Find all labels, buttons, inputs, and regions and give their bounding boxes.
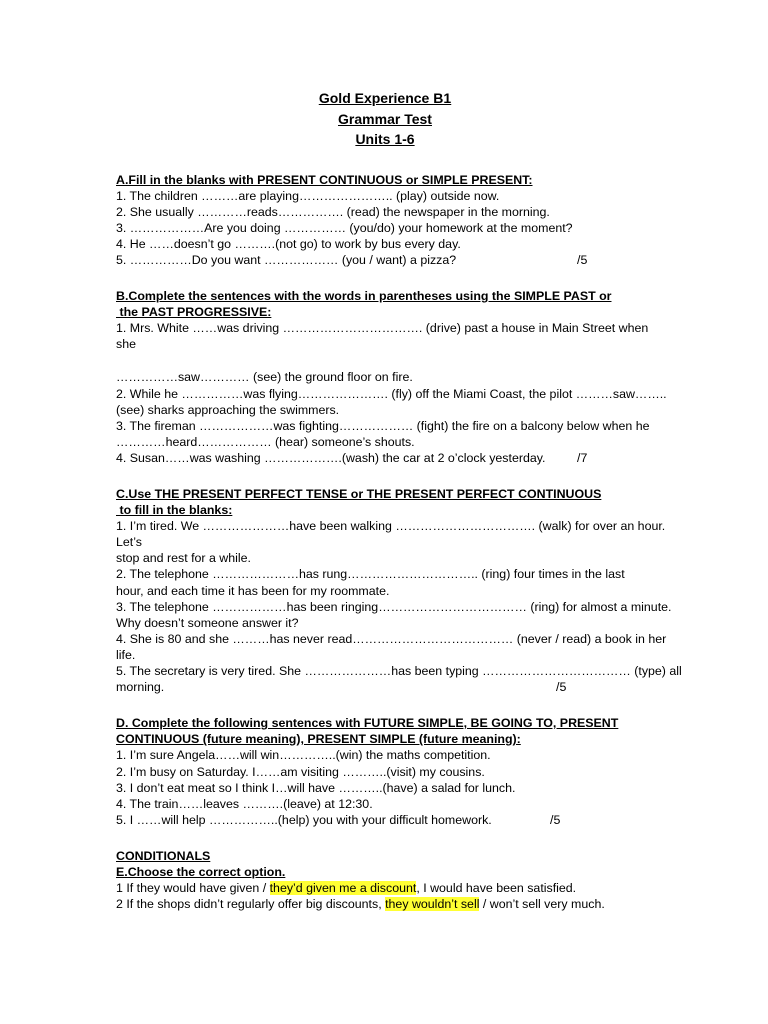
section-b-score: /7 xyxy=(577,450,588,465)
section-e-heading: E.Choose the correct option. xyxy=(116,864,286,879)
section-c-item: 2. The telephone …………………has rung………………………….. (ring) four times in the last xyxy=(116,567,625,582)
section-e-item-text: 2 If the shops didn’t regularly offer big discounts, xyxy=(116,897,386,912)
section-b-heading: B.Complete the sentences with the words in parentheses using the SIMPLE PAST or xyxy=(116,289,612,304)
section-d-score: /5 xyxy=(550,812,561,827)
section-c-item: Why doesn’t someone answer it? xyxy=(116,615,299,630)
section-b-item: 3. The fireman ………………was fighting……………… (fight) the fire on a balcony below when he xyxy=(116,418,650,433)
section-b-blank-line xyxy=(116,352,646,369)
section-b-heading-continued: the PAST PROGRESSIVE: xyxy=(116,305,272,320)
section-b xyxy=(116,288,667,466)
section-e-item-text: / won’t sell very much. xyxy=(479,897,605,912)
section-c-heading-continued: to fill in the blanks: xyxy=(116,503,233,518)
section-c-item: 4. She is 80 and she ………has never read………………………………… (never / read) a book in her xyxy=(116,631,667,646)
section-d-item: 2. I’m busy on Saturday. I……am visiting ………..(visit) my cousins. xyxy=(116,764,485,779)
section-e-item-text: 1 If they would have given / xyxy=(116,881,270,896)
section-a-item: 4. He ……doesn’t go ……….(not go) to work by bus every day. xyxy=(116,236,461,251)
highlighted-answer: they’d given me a discount xyxy=(269,881,417,896)
section-e-item xyxy=(116,880,646,896)
title-units: Units 1-6 xyxy=(355,131,415,147)
section-b-item: 1. Mrs. White ……was driving ……………………………. (drive) past a house in Main Street when xyxy=(116,321,649,336)
section-c-item: 5. The secretary is very tired. She …………………has been typing ……………………………… (type) all xyxy=(116,664,682,679)
section-b-item: 2. While he ……………was flying…………………. (fly) off the Miami Coast, the pilot ………saw…….. xyxy=(116,386,667,401)
section-b-item: 4. Susan……was washing ……………….(wash) the car at 2 o’clock yesterday. xyxy=(116,450,546,465)
section-d xyxy=(116,715,646,828)
conditionals-heading: CONDITIONALS xyxy=(116,848,211,863)
section-d-heading: D. Complete the following sentences with FUTURE SIMPLE, BE GOING TO, PRESENT xyxy=(116,716,619,731)
section-e-item xyxy=(116,896,646,912)
section-c-item: morning. xyxy=(116,680,165,695)
section-c xyxy=(116,486,682,695)
section-a-item: 5. ……………Do you want ……………… (you / want) a pizza? xyxy=(116,252,457,267)
section-a-score: /5 xyxy=(577,252,588,267)
section-c-item: 3. The telephone ………………has been ringing……………………………… (ring) for almost a minute. xyxy=(116,599,672,614)
section-c-item: hour, and each time it has been for my roommate. xyxy=(116,583,390,598)
section-c-heading: C.Use THE PRESENT PERFECT TENSE or THE PRESENT PERFECT CONTINUOUS xyxy=(116,487,602,501)
section-a xyxy=(116,172,646,269)
section-e-item-text: , I would have been satisfied. xyxy=(416,881,577,896)
section-b-item: she xyxy=(116,337,136,352)
section-d-item: 4. The train……leaves ……….(leave) at 12:30. xyxy=(116,796,373,811)
section-b-item: (see) sharks approaching the swimmers. xyxy=(116,402,340,417)
section-c-item: life. xyxy=(116,647,136,662)
section-d-heading-continued: CONTINUOUS (future meaning), PRESENT SIMPLE (future meaning): xyxy=(116,732,521,747)
section-d-item: 3. I don’t eat meat so I think I…will have ………..(have) a salad for lunch. xyxy=(116,780,516,795)
section-a-item: 1. The children ………are playing………………….. (play) outside now. xyxy=(116,188,500,203)
section-a-item: 2. She usually …………reads……………. (read) the newspaper in the morning. xyxy=(116,204,550,219)
worksheet-title-block xyxy=(116,88,646,150)
highlighted-answer: they wouldn’t sell xyxy=(385,897,480,912)
section-b-item: ……………saw………… (see) the ground floor on fire. xyxy=(116,370,413,385)
section-c-item: stop and rest for a while. xyxy=(116,551,251,566)
title-test: Grammar Test xyxy=(338,110,432,127)
section-c-item: 1. I’m tired. We …………………have been walking ……………………………. (walk) for over an hour. xyxy=(116,519,666,534)
section-a-heading: A.Fill in the blanks with PRESENT CONTINUOUS or SIMPLE PRESENT: xyxy=(116,172,533,187)
section-a-item: 3. ………………Are you doing …………… (you/do) your homework at the moment? xyxy=(116,220,573,235)
title-course: Gold Experience B1 xyxy=(318,90,452,106)
section-c-score: /5 xyxy=(556,680,567,695)
worksheet-page xyxy=(116,88,682,912)
section-d-item: 5. I ……will help ……………..(help) you with your difficult homework. xyxy=(116,812,492,827)
section-b-item: …………heard……………… (hear) someone’s shouts. xyxy=(116,434,415,449)
section-conditionals xyxy=(116,848,646,912)
section-d-item: 1. I’m sure Angela……will win…………..(win) the maths competition. xyxy=(116,748,491,763)
section-c-item: Let’s xyxy=(116,535,142,550)
